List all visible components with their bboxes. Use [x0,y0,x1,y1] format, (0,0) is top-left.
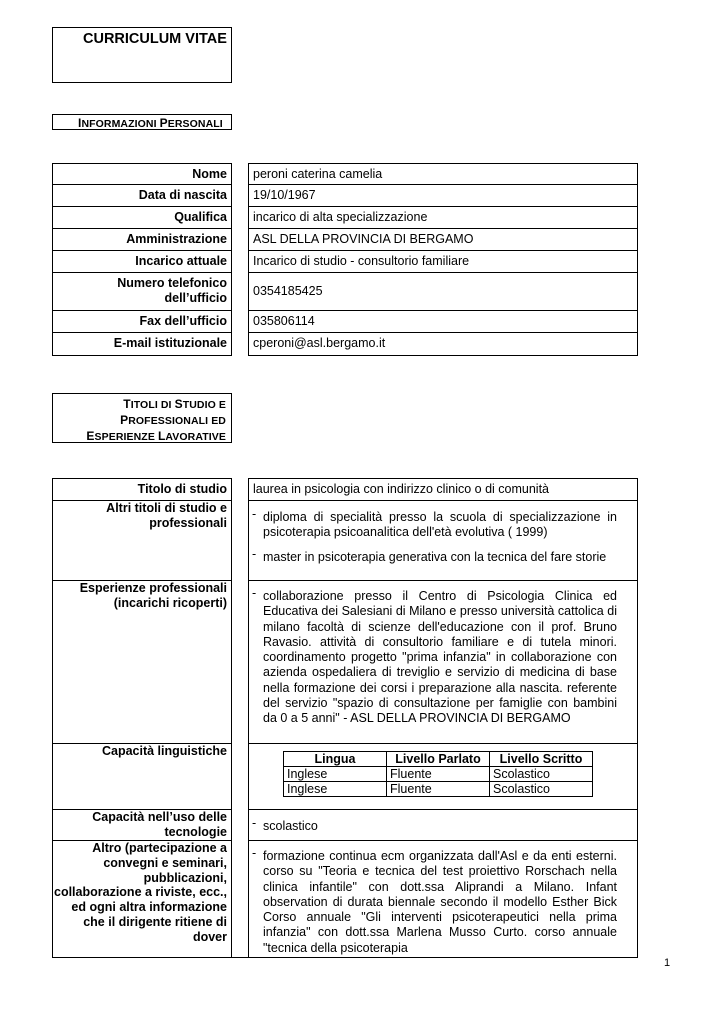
section-personal-info-label: INFORMAZIONI PERSONALI [78,116,223,130]
list-item: - collaborazione presso il Centro di Psicologia Clinica ed Educativa dei Salesiani di Milano e presso università cattolica di milano facoltà di scienze dell'educazione con il prof. Bruno Ravasio. attività di consultorio familiare e di tutela minori. coordinamento progetto "prima infanzia" in collaborazione con azienda ospedaliera di treviglio e servizio di medicina di base nella formazione dei corsi i preparazione alla nascita. referente del servizio "spazio di consultazione per famiglie con bambini da 0 a 5 anni" - ASL DELLA PROVINCIA DI BERGAMO [252,586,617,726]
table-cell: Inglese [284,782,387,797]
row-divider [248,743,638,744]
table-cell: Scolastico [490,782,593,797]
value-data-nascita: 19/10/1967 [248,185,638,207]
row-divider [248,580,638,581]
label-qualifica: Qualifica [52,207,232,229]
label-altri-titoli: Altri titoli di studio e professionali [52,500,232,580]
column-header-livello-scritto: Livello Scritto [490,752,593,767]
table-cell: Fluente [387,782,490,797]
row-divider [248,500,638,501]
label-tecnologie: Capacità nell’uso delle tecnologie [52,809,232,840]
value-altro [248,840,638,957]
row-divider [52,580,232,581]
value-fax: 035806114 [248,311,638,333]
value-qualifica: incarico di alta specializzazione [248,207,638,229]
table-row [284,752,593,767]
section-personal-info [52,114,232,130]
label-esperienze: Esperienze professionali (incarichi ricoperti) [52,580,232,743]
label-altro: Altro (partecipazione a convegni e seminari, pubblicazioni, collaborazione a riviste, ecc., ed ogni altra informazione che il dirigente ritiene di dover [52,840,232,957]
table-cell: Scolastico [490,767,593,782]
row-divider [52,743,232,744]
table-cell: Inglese [284,767,387,782]
table-cell: Fluente [387,767,490,782]
languages-table [283,751,593,797]
list-item: - scolastico [252,816,318,833]
value-email: cperoni@asl.bergamo.it [248,333,638,356]
label-nome: Nome [52,163,232,185]
value-esperienze [248,580,638,743]
table-row [284,782,593,797]
table-row [284,767,593,782]
value-amministrazione: ASL DELLA PROVINCIA DI BERGAMO [248,229,638,251]
cv-title: CURRICULUM VITAE [83,31,227,47]
column-header-lingua: Lingua [284,752,387,767]
page-number: 1 [664,957,671,969]
section-titles [52,393,232,443]
label-email: E-mail istituzionale [52,333,232,356]
label-fax: Fax dell’ufficio [52,311,232,333]
label-numero-telefonico: Numero telefonico dell’ufficio [52,273,232,311]
label-data-nascita: Data di nascita [52,185,232,207]
row-divider [248,809,638,810]
value-tecnologie [248,809,638,840]
column-header-livello-parlato: Livello Parlato [387,752,490,767]
footer-divider [52,957,638,958]
row-divider [52,809,232,810]
label-amministrazione: Amministrazione [52,229,232,251]
row-divider [52,500,232,501]
value-nome: peroni caterina camelia [248,163,638,185]
label-titolo-studio: Titolo di studio [52,478,232,500]
value-titolo-studio: laurea in psicologia con indirizzo clinico o di comunità [248,478,638,500]
value-altri-titoli [248,500,638,580]
list-item: - diploma di specialità presso la scuola di specializzazione in psicoterapia psicoanalitica dell'età evolutiva ( 1999) [252,507,617,540]
label-capacita-linguistiche: Capacità linguistiche [52,743,232,809]
cv-title-box [52,27,232,83]
value-incarico-attuale: Incarico di studio - consultorio familiare [248,251,638,273]
label-incarico-attuale: Incarico attuale [52,251,232,273]
row-divider [248,840,638,841]
row-divider [52,840,232,841]
list-item: - formazione continua ecm organizzata dall'Asl e da enti esterni. corso su "Teoria e tecnica del test proiettivo Rorschach nella clinica infantile" con dott.ssa Aliprandi a Milano. Infant observation di durata biennale secondo il modello Esther Bick Corso annuale "Gli interventi psicoterapeutici nella prima infanzia" con dott.ssa Marlena Musso Curto. corso annuale "tecnica della psicoterapia [252,846,617,955]
list-item: - master in psicoterapia generativa con la tecnica del fare storie [252,546,607,564]
section-titles-label: TITOLI DI STUDIO E PROFESSIONALI ED ESPERIENZE LAVORATIVE [86,397,226,443]
value-numero-telefonico: 0354185425 [248,273,638,311]
